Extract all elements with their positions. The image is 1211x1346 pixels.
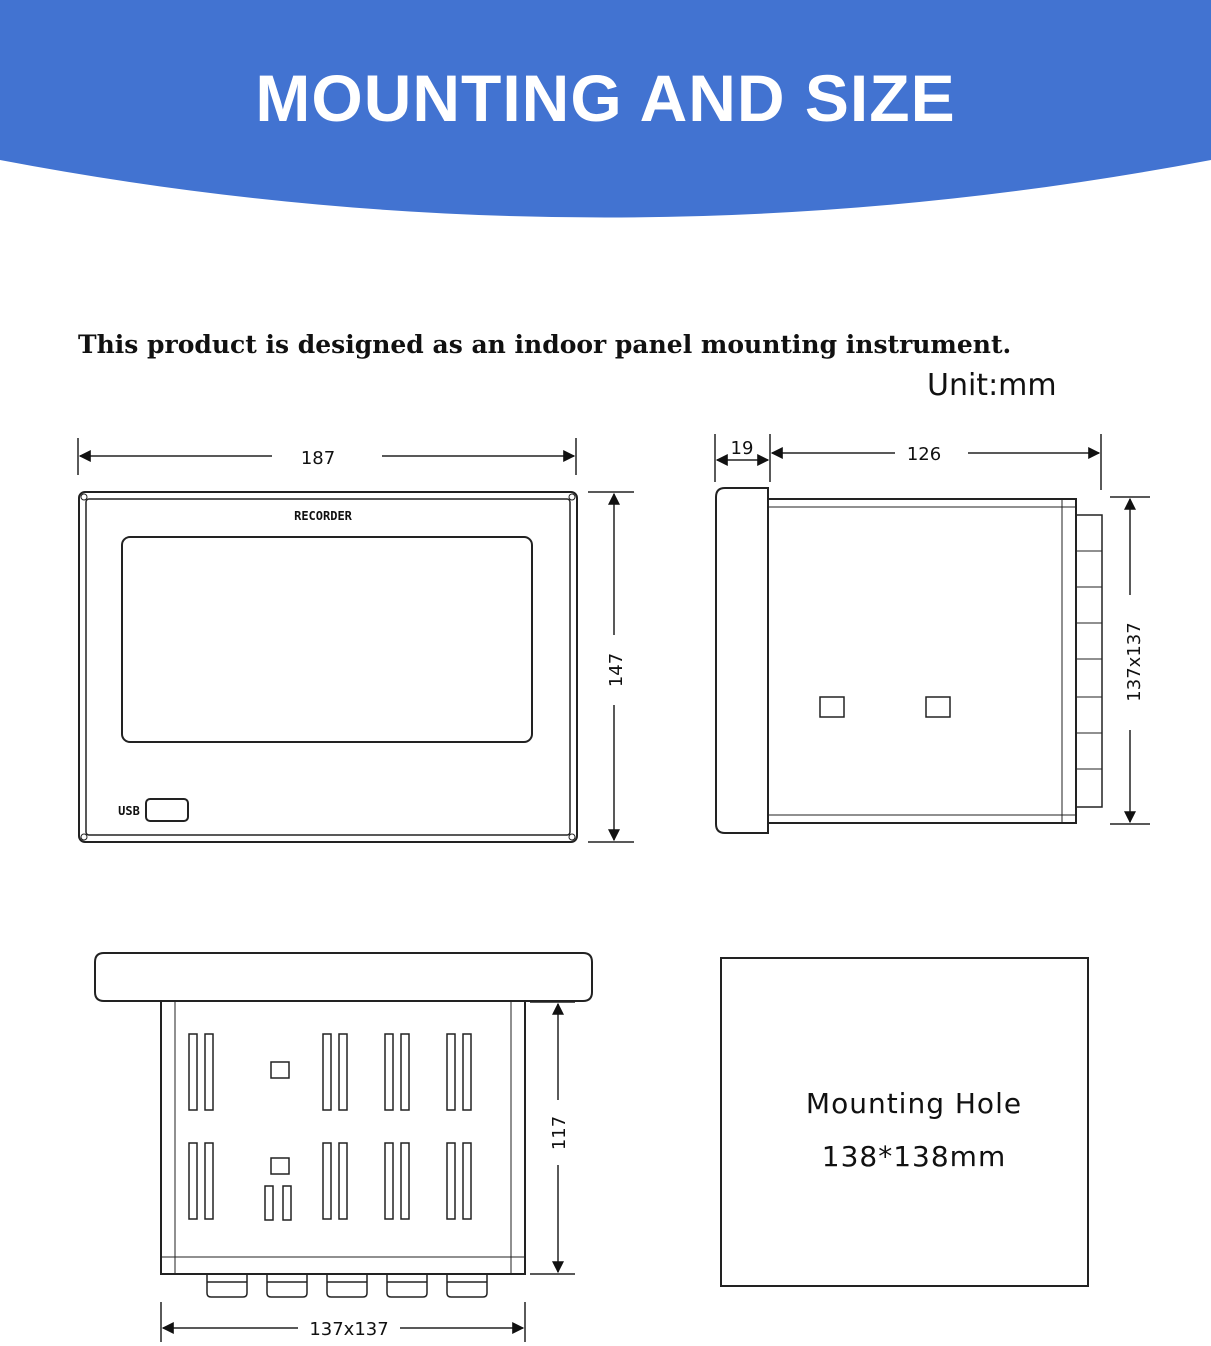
side-body-depth-dim: 126: [906, 444, 942, 465]
front-height-dim: 147: [606, 652, 627, 688]
top-width-dim: 137x137: [309, 1319, 389, 1340]
side-height-dim: 137x137: [1124, 622, 1145, 702]
unit-label: Unit:mm: [927, 368, 1057, 403]
intro-text: This product is designed as an indoor panel mounting instrument.: [78, 330, 1012, 359]
usb-label: USB: [118, 804, 140, 818]
display-screen: [122, 537, 532, 742]
recorder-label: RECORDER: [294, 509, 352, 523]
top-depth-dim: 117: [549, 1115, 570, 1151]
mounting-hole-size: 138*138mm: [821, 1140, 1007, 1173]
side-front-depth-dim: 19: [730, 438, 754, 459]
front-width-dim: 187: [300, 448, 336, 469]
mounting-hole-box: [721, 958, 1088, 1286]
page-title: MOUNTING AND SIZE: [255, 61, 956, 135]
mounting-hole-title: Mounting Hole: [805, 1087, 1023, 1120]
usb-port: [146, 799, 188, 821]
front-view: [78, 438, 634, 842]
side-view: [715, 434, 1150, 833]
top-view: [95, 953, 592, 1342]
